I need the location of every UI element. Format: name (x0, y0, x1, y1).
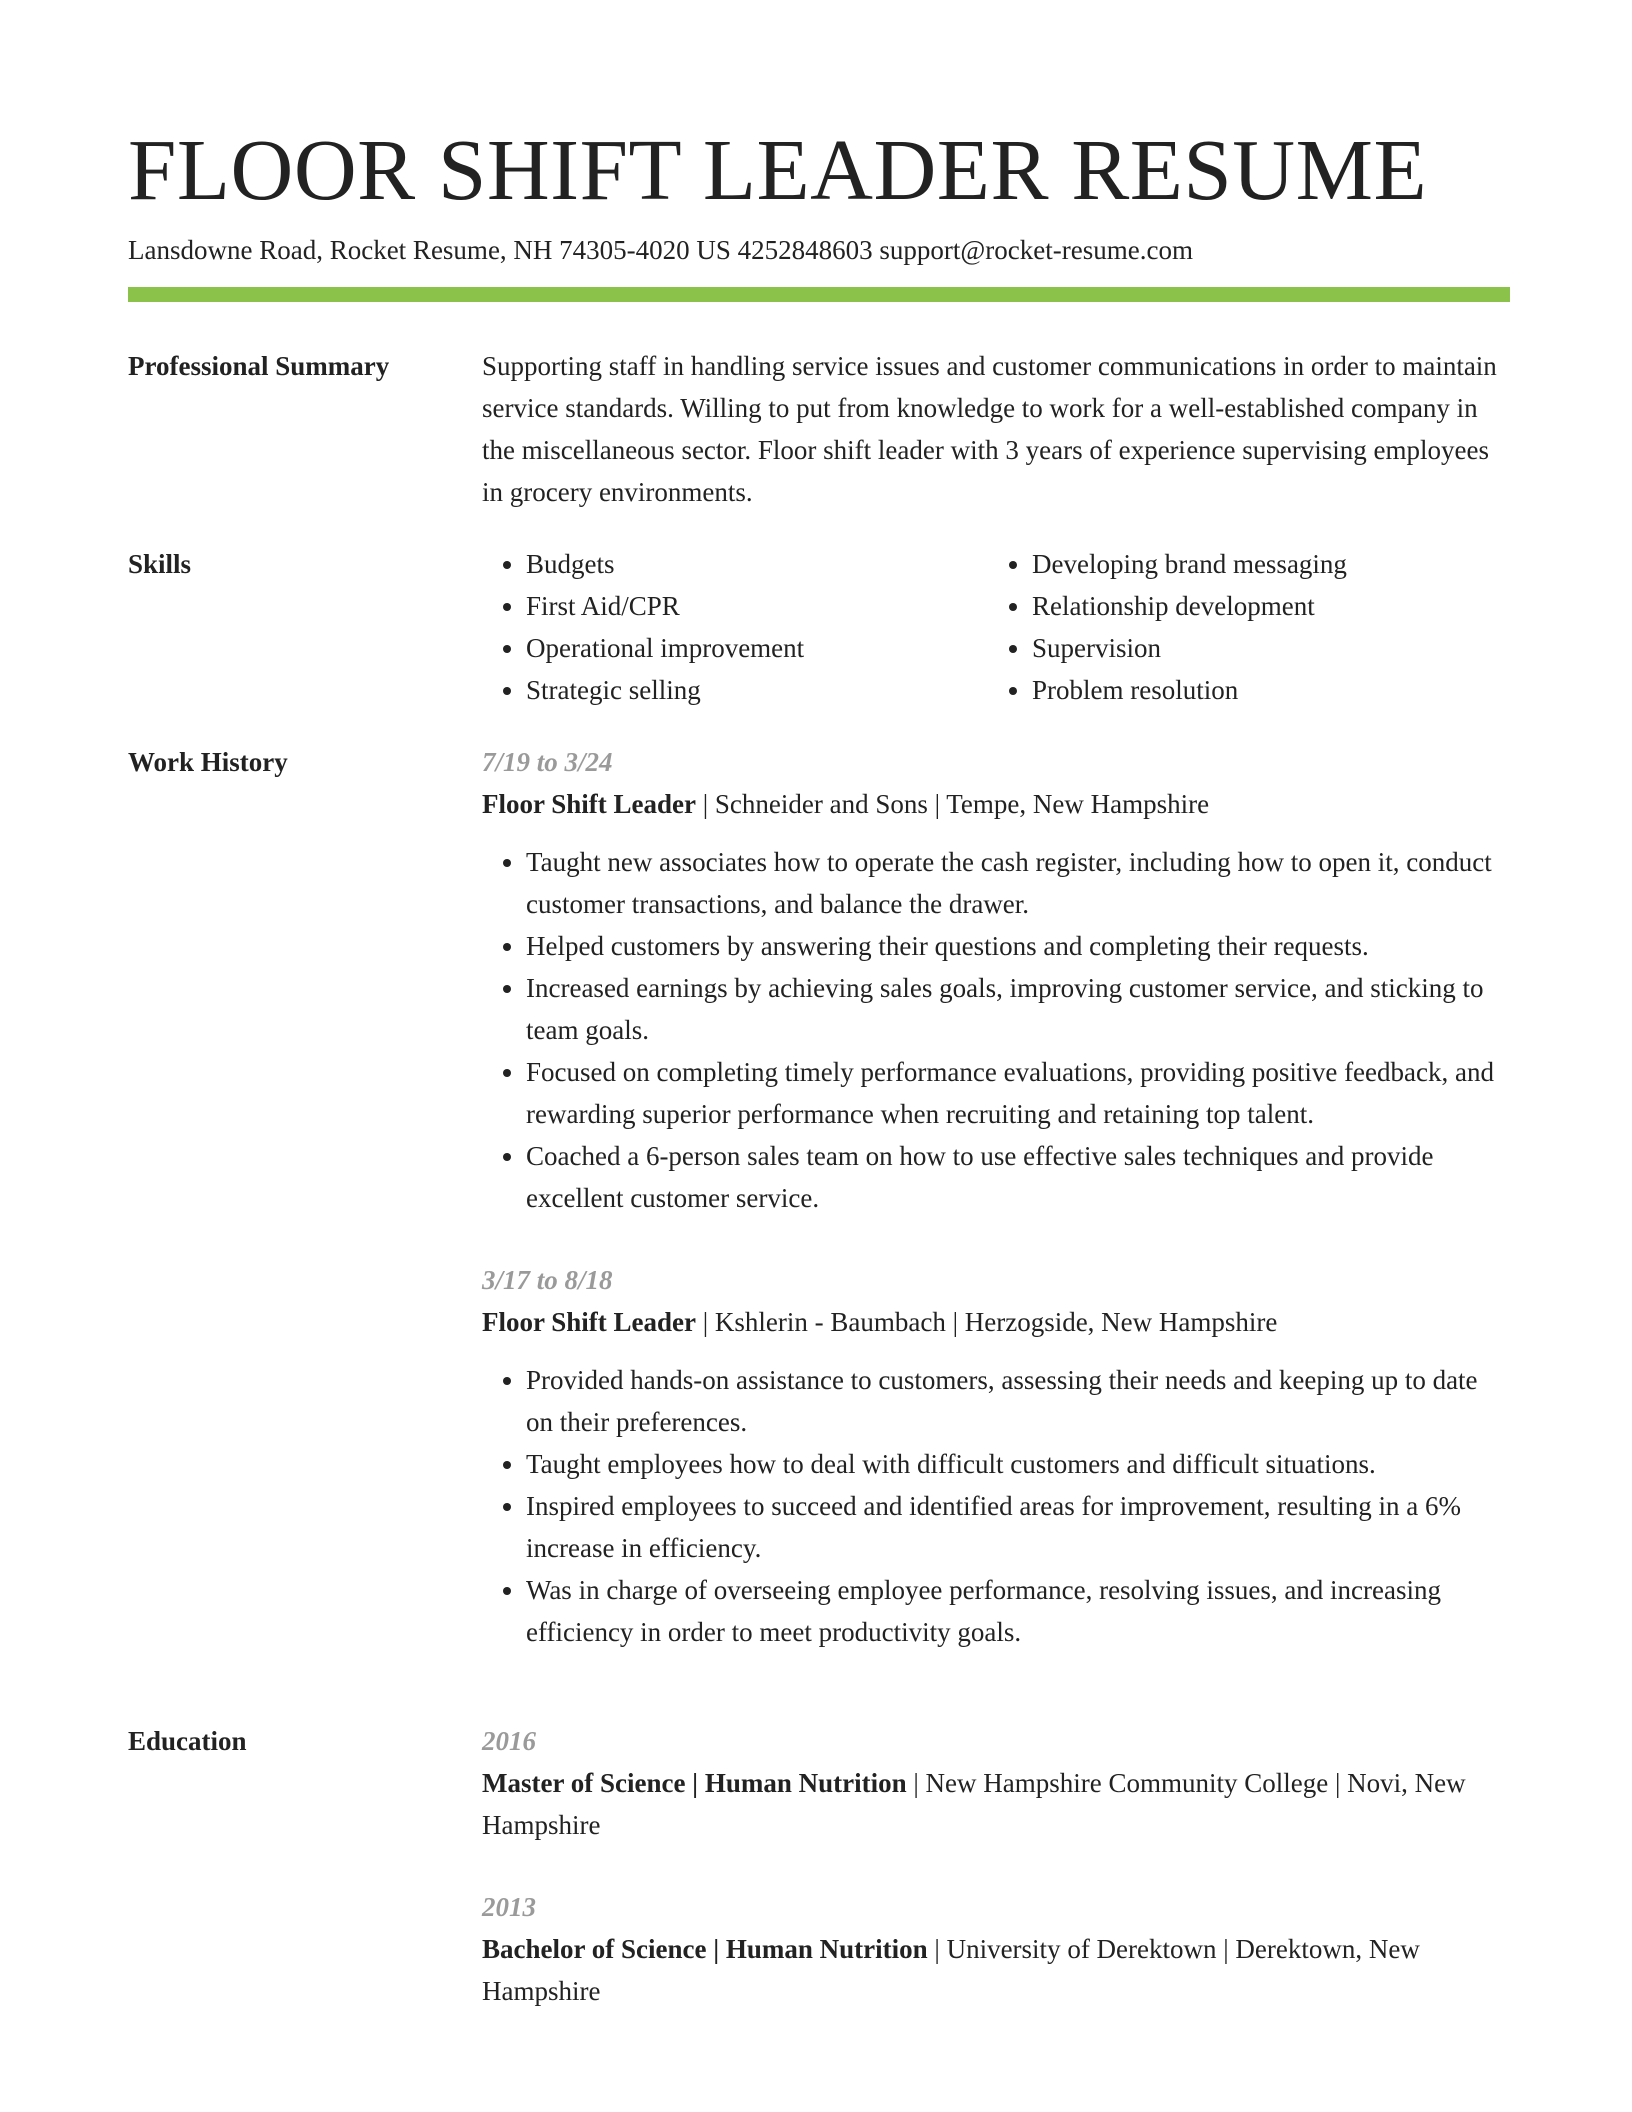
job-dates: 7/19 to 3/24 (482, 747, 613, 777)
education-details: | New Hampshire Community College | Novi, New Hampshire (482, 1768, 1466, 1840)
job-bullet: • Helped customers by answering their questions and completing their requests. (526, 925, 1510, 967)
skill-item: • Problem resolution (1032, 669, 1494, 711)
job-bullet: • Provided hands-on assistance to customers, assessing their needs and keeping up to date on their preferences. (526, 1359, 1510, 1443)
job-bullets (482, 1359, 1510, 1653)
job-bullets (482, 841, 1510, 1219)
job-bullet: • Coached a 6-person sales team on how to use effective sales techniques and provide excellent customer service. (526, 1135, 1510, 1219)
skill-item: • Developing brand messaging (1032, 543, 1494, 585)
job-details: | Kshlerin - Baumbach | Herzogside, New Hampshire (695, 1307, 1278, 1337)
skills-list-left (482, 543, 988, 711)
resume-title: FLOOR SHIFT LEADER RESUME (128, 121, 1428, 218)
skill-item: • Operational improvement (526, 627, 988, 669)
education-heading (482, 1928, 1510, 2012)
skill-item: • Relationship development (1032, 585, 1494, 627)
skill-item: • Supervision (1032, 627, 1494, 669)
job-bullet: • Taught new associates how to operate the cash register, including how to open it, conduct customer transactions, and balance the drawer. (526, 841, 1510, 925)
contact-line: Lansdowne Road, Rocket Resume, NH 74305-4020 US 4252848603 support@rocket-resume.com (128, 235, 1193, 265)
job-bullet: • Increased earnings by achieving sales goals, improving customer service, and sticking to team goals. (526, 967, 1510, 1051)
education-label: Education (128, 1726, 247, 1756)
job-title: Floor Shift Leader (482, 789, 696, 819)
skill-item: • First Aid/CPR (526, 585, 988, 627)
summary-body (482, 345, 1510, 513)
skill-item: • Strategic selling (526, 669, 988, 711)
job-details: | Schneider and Sons | Tempe, New Hampshire (695, 789, 1210, 819)
job-title: Floor Shift Leader (482, 1307, 696, 1337)
skill-item: • Budgets (526, 543, 988, 585)
summary-label: Professional Summary (128, 351, 390, 381)
job-entry (482, 1259, 1510, 1653)
job-bullet: • Inspired employees to succeed and identified areas for improvement, resulting in a 6% increase in efficiency. (526, 1485, 1510, 1569)
work-label: Work History (128, 747, 288, 777)
education-entry (482, 1886, 1510, 2012)
skills-columns (482, 543, 1510, 711)
job-bullet: • Taught employees how to deal with difficult customers and difficult situations. (526, 1443, 1510, 1485)
summary-text: Supporting staff in handling service issues and customer communications in order to maintain service standards. Willing to put from knowledge to work for a well-established company in the miscellaneous sector. Floor shift leader with 3 years of experience supervising employees in grocery environments. (482, 351, 1497, 507)
accent-divider (128, 287, 1510, 302)
education-year: 2016 (482, 1726, 536, 1756)
job-dates: 3/17 to 8/18 (482, 1265, 613, 1295)
skills-label: Skills (128, 549, 192, 579)
education-year: 2013 (482, 1892, 536, 1922)
job-heading (482, 1301, 1510, 1343)
education-degree: Bachelor of Science | Human Nutrition (482, 1934, 928, 1964)
work-body (482, 741, 1510, 1653)
job-bullet: • Was in charge of overseeing employee performance, resolving issues, and increasing efficiency in order to meet productivity goals. (526, 1569, 1510, 1653)
education-details: | University of Derektown | Derektown, New Hampshire (482, 1934, 1420, 2006)
education-heading (482, 1762, 1510, 1846)
skills-list-right (988, 543, 1494, 711)
job-entry (482, 741, 1510, 1219)
job-heading (482, 783, 1510, 825)
skills-body (482, 543, 1510, 711)
education-degree: Master of Science | Human Nutrition (482, 1768, 907, 1798)
job-bullet: • Focused on completing timely performance evaluations, providing positive feedback, and rewarding superior performance when recruiting and retaining top talent. (526, 1051, 1510, 1135)
education-body (482, 1720, 1510, 2012)
education-entry (482, 1720, 1510, 1846)
